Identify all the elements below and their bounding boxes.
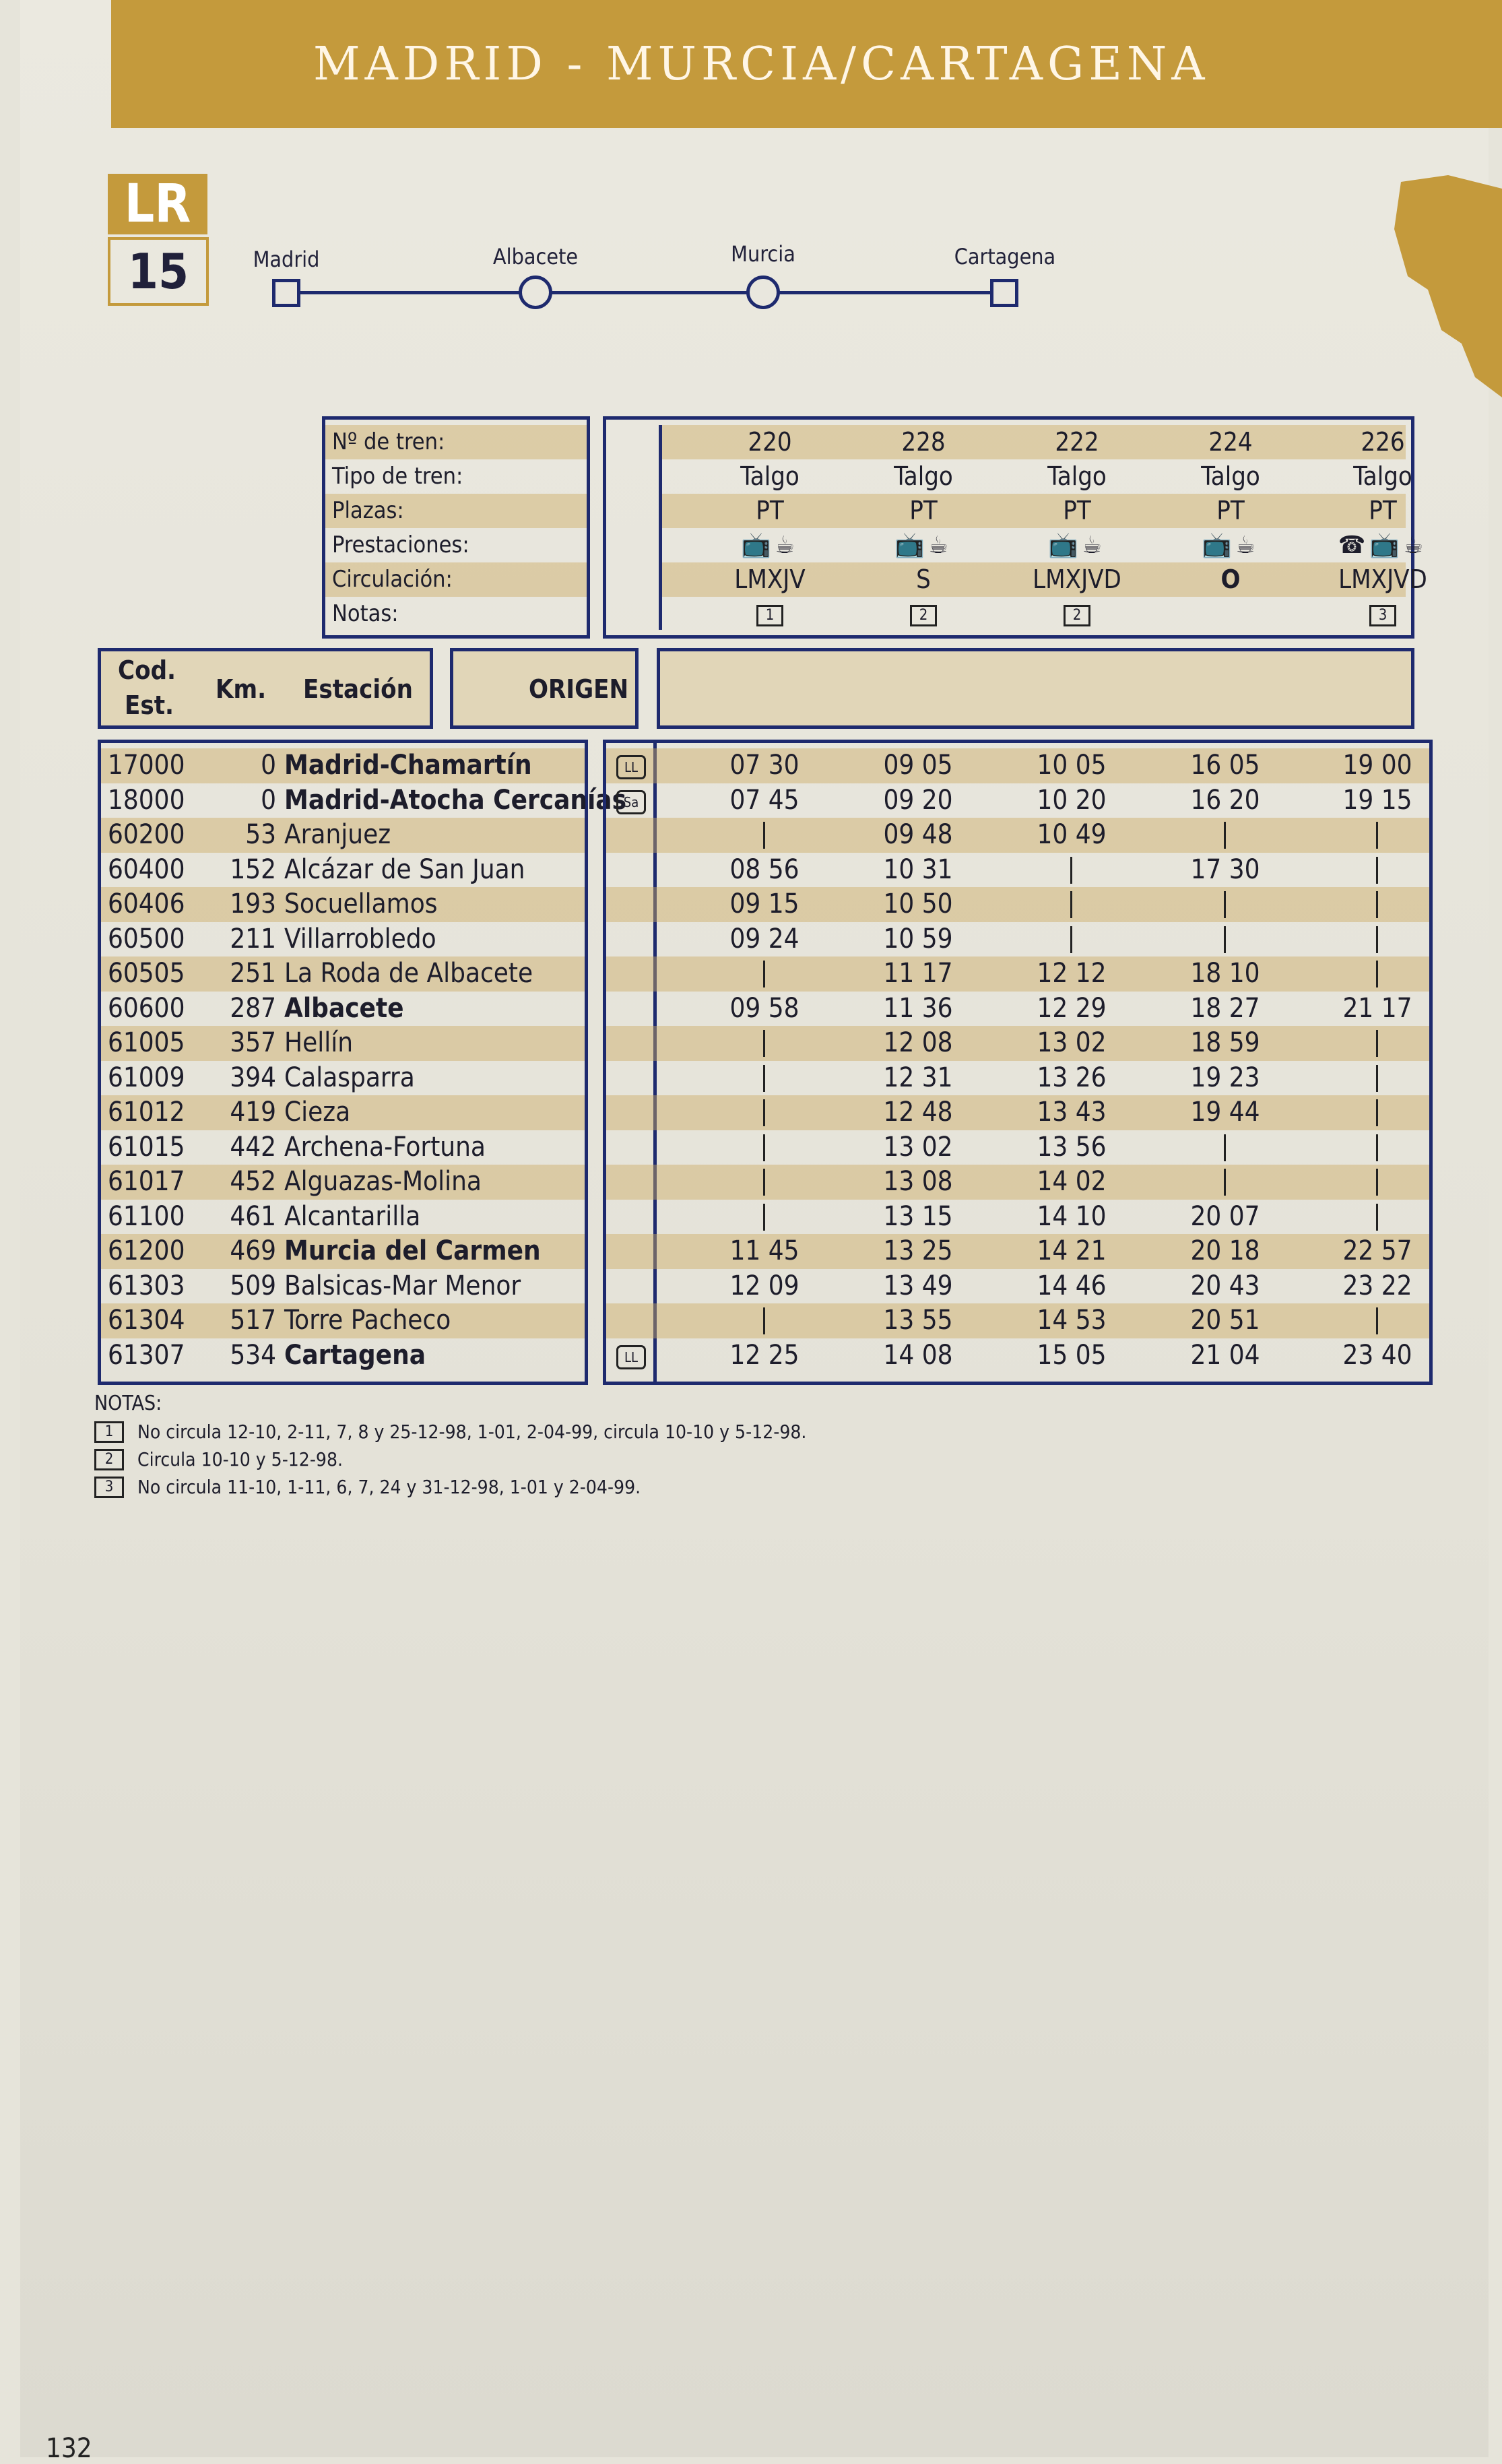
time-row xyxy=(606,748,1429,783)
train-circulation: LMXJV xyxy=(734,564,806,594)
passes-without-stop xyxy=(763,1204,765,1231)
station-code: 61100 xyxy=(108,1200,185,1232)
train-services xyxy=(703,528,837,562)
station-code: 60406 xyxy=(108,888,185,919)
station-code: 61015 xyxy=(108,1131,185,1163)
station-km: 419 xyxy=(230,1097,276,1128)
note-number: 1 xyxy=(94,1421,124,1443)
departure-time: 11 36 xyxy=(883,992,953,1024)
departure-time: 13 55 xyxy=(883,1305,953,1336)
station-name: La Roda de Albacete xyxy=(284,958,533,989)
note-number: 1 xyxy=(756,605,783,626)
route-stop-label-murcia: Murcia xyxy=(731,241,795,267)
time-row xyxy=(606,783,1429,818)
passes-without-stop xyxy=(1376,1065,1378,1092)
departure-time: 12 31 xyxy=(883,1062,953,1093)
notes-section xyxy=(94,1392,806,1498)
origin-mark: LL xyxy=(616,755,646,779)
note-number: 3 xyxy=(94,1477,124,1498)
passes-without-stop xyxy=(1376,1169,1378,1196)
departure-time: 19 00 xyxy=(1342,750,1412,781)
station-code: 61012 xyxy=(108,1097,185,1128)
time-row xyxy=(606,1026,1429,1061)
header-origin: ORIGEN xyxy=(529,674,629,704)
departure-time: 07 30 xyxy=(729,750,799,781)
station-km: 461 xyxy=(230,1200,276,1232)
departure-time: 18 10 xyxy=(1190,958,1260,989)
route-stop-cartagena-icon xyxy=(990,279,1018,307)
station-code: 60505 xyxy=(108,958,185,989)
route-stop-label-cartagena: Cartagena xyxy=(954,244,1056,269)
station-code: 61200 xyxy=(108,1235,185,1266)
departure-time: 14 46 xyxy=(1037,1270,1107,1301)
departure-time: 20 43 xyxy=(1190,1270,1260,1301)
train-number: 228 xyxy=(901,427,946,457)
station-name: Torre Pacheco xyxy=(284,1305,451,1336)
departure-time: 20 18 xyxy=(1190,1235,1260,1266)
station-km: 452 xyxy=(230,1166,276,1197)
departure-time: 10 05 xyxy=(1037,750,1107,781)
station-km: 0 xyxy=(261,784,276,816)
station-column-header xyxy=(98,648,433,729)
passes-without-stop xyxy=(1224,822,1226,849)
station-km: 534 xyxy=(230,1339,276,1371)
station-km: 251 xyxy=(230,958,276,989)
train-circulation: O xyxy=(1220,564,1241,594)
note-number: 3 xyxy=(1369,605,1396,626)
train-services xyxy=(856,528,991,562)
label-seats: Plazas: xyxy=(332,497,404,524)
header-station: Estación xyxy=(303,674,413,704)
note-item xyxy=(94,1476,806,1498)
departure-time: 23 40 xyxy=(1342,1339,1412,1371)
label-train-type: Tipo de tren: xyxy=(332,463,463,490)
station-km: 357 xyxy=(230,1027,276,1058)
train-seats: PT xyxy=(1369,496,1397,525)
departure-time: 18 27 xyxy=(1190,992,1260,1024)
departure-time: 09 15 xyxy=(729,888,799,919)
station-list xyxy=(98,740,627,1385)
departure-time: 13 08 xyxy=(883,1166,953,1197)
departure-time: 12 08 xyxy=(883,1027,953,1058)
cafe-icon: ☕ xyxy=(1082,531,1106,559)
note-text: Circula 10-10 y 5-12-98. xyxy=(137,1448,343,1470)
departure-time: 13 26 xyxy=(1037,1062,1107,1093)
label-services: Prestaciones: xyxy=(332,531,469,558)
passes-without-stop xyxy=(1376,857,1378,884)
header-code-line2: Est. xyxy=(125,690,174,720)
departure-time: 09 58 xyxy=(729,992,799,1024)
departure-time: 19 44 xyxy=(1190,1097,1260,1128)
train-type: Talgo xyxy=(740,461,799,491)
banner-title: MADRID - MURCIA/CARTAGENA xyxy=(313,37,1210,91)
passes-without-stop xyxy=(763,1065,765,1092)
passes-without-stop xyxy=(1070,926,1072,953)
line-badge-top: LR xyxy=(108,174,207,234)
train-type: Talgo xyxy=(1047,461,1107,491)
station-row xyxy=(101,748,585,783)
departure-time: 12 25 xyxy=(729,1339,799,1371)
time-row xyxy=(606,1165,1429,1200)
station-row xyxy=(101,922,585,957)
train-circulation: S xyxy=(916,564,931,594)
passes-without-stop xyxy=(763,822,765,849)
station-row xyxy=(101,853,585,888)
departure-time: 22 57 xyxy=(1342,1235,1412,1266)
station-code: 61005 xyxy=(108,1027,185,1058)
train-services xyxy=(1315,528,1450,562)
origin-mark: Sa xyxy=(616,790,646,814)
tv-icon: 📺 xyxy=(894,531,929,559)
station-km: 53 xyxy=(245,819,276,850)
origin-mark: LL xyxy=(616,1345,646,1369)
departure-time: 19 15 xyxy=(1342,784,1412,816)
note-item xyxy=(94,1421,806,1443)
train-note xyxy=(1010,597,1144,631)
train-note xyxy=(703,597,837,631)
station-row xyxy=(101,957,585,992)
passes-without-stop xyxy=(763,1307,765,1334)
train-type: Talgo xyxy=(894,461,953,491)
time-row xyxy=(606,887,1429,922)
departure-time: 09 24 xyxy=(729,923,799,954)
origin-column-header xyxy=(450,648,639,729)
station-km: 193 xyxy=(230,888,276,919)
station-code: 61303 xyxy=(108,1270,185,1301)
station-code: 60200 xyxy=(108,819,185,850)
tv-icon: 📺 xyxy=(1369,531,1404,559)
departure-time: 15 05 xyxy=(1037,1339,1107,1371)
station-row xyxy=(101,1200,585,1235)
station-name: Albacete xyxy=(284,992,404,1024)
spain-map-icon xyxy=(1387,175,1502,397)
station-km: 442 xyxy=(230,1131,276,1163)
time-row xyxy=(606,1095,1429,1130)
station-km: 287 xyxy=(230,992,276,1024)
train-number: 226 xyxy=(1361,427,1405,457)
passes-without-stop xyxy=(1376,1099,1378,1126)
departure-time: 12 29 xyxy=(1037,992,1107,1024)
station-row xyxy=(101,1095,585,1130)
departure-time: 23 22 xyxy=(1342,1270,1412,1301)
train-seats: PT xyxy=(1063,496,1091,525)
train-note xyxy=(1315,597,1450,631)
time-row xyxy=(606,818,1429,853)
route-stop-label-madrid: Madrid xyxy=(253,247,320,272)
tv-icon: 📺 xyxy=(1202,531,1236,559)
tv-icon: 📺 xyxy=(741,531,775,559)
cafe-icon: ☕ xyxy=(1404,531,1428,559)
station-row xyxy=(101,1026,585,1061)
note-item xyxy=(94,1448,806,1470)
times-column-header xyxy=(657,648,1414,729)
station-name: Alcázar de San Juan xyxy=(284,853,525,885)
station-row xyxy=(101,1130,585,1165)
passes-without-stop xyxy=(1376,1204,1378,1231)
departure-time: 13 43 xyxy=(1037,1097,1107,1128)
station-km: 509 xyxy=(230,1270,276,1301)
departure-time: 14 08 xyxy=(883,1339,953,1371)
route-line xyxy=(286,291,1004,294)
departure-time: 09 05 xyxy=(883,750,953,781)
station-name: Alcantarilla xyxy=(284,1200,421,1232)
passes-without-stop xyxy=(1224,891,1226,918)
time-row xyxy=(606,1234,1429,1269)
departure-time: 11 45 xyxy=(729,1235,799,1266)
time-row xyxy=(606,1269,1429,1304)
cafe-icon: ☕ xyxy=(1235,531,1260,559)
station-row xyxy=(101,1061,585,1096)
train-number: 224 xyxy=(1208,427,1253,457)
train-circulation: LMXJVD xyxy=(1338,564,1427,594)
time-row xyxy=(606,1303,1429,1338)
station-name: Cieza xyxy=(284,1097,351,1128)
label-circulation: Circulación: xyxy=(332,566,453,593)
station-row xyxy=(101,1234,585,1269)
passes-without-stop xyxy=(1070,891,1072,918)
station-name: Cartagena xyxy=(284,1339,426,1371)
departure-time: 11 17 xyxy=(883,958,953,989)
departure-time: 07 45 xyxy=(729,784,799,816)
departure-time: 13 02 xyxy=(1037,1027,1107,1058)
departure-time: 21 17 xyxy=(1342,992,1412,1024)
departure-time: 14 53 xyxy=(1037,1305,1107,1336)
departure-time: 12 09 xyxy=(729,1270,799,1301)
header-code-line1: Cod. xyxy=(118,655,176,685)
station-name: Socuellamos xyxy=(284,888,438,919)
passes-without-stop xyxy=(1224,1134,1226,1161)
station-name: Aranjuez xyxy=(284,819,391,850)
header-km: Km. xyxy=(216,674,267,704)
note-text: No circula 11-10, 1-11, 6, 7, 24 y 31-12-98, 1-01 y 2-04-99. xyxy=(137,1476,641,1498)
label-notes: Notas: xyxy=(332,600,399,627)
train-type: Talgo xyxy=(1201,461,1260,491)
time-row xyxy=(606,1200,1429,1235)
departure-time: 09 20 xyxy=(883,784,953,816)
station-row xyxy=(101,1303,585,1338)
departure-time: 10 20 xyxy=(1037,784,1107,816)
station-km: 0 xyxy=(261,750,276,781)
note-number: 2 xyxy=(94,1449,124,1470)
passes-without-stop xyxy=(1070,857,1072,884)
train-type: Talgo xyxy=(1353,461,1412,491)
time-row xyxy=(606,992,1429,1027)
station-code: 61017 xyxy=(108,1166,185,1197)
station-row xyxy=(101,1165,585,1200)
station-code: 61307 xyxy=(108,1339,185,1371)
train-seats: PT xyxy=(756,496,784,525)
train-number: 220 xyxy=(748,427,792,457)
departure-time: 08 56 xyxy=(729,853,799,885)
departure-time: 16 05 xyxy=(1190,750,1260,781)
departure-time: 12 12 xyxy=(1037,958,1107,989)
passes-without-stop xyxy=(1376,961,1378,987)
departure-time: 14 10 xyxy=(1037,1200,1107,1232)
station-name: Madrid-Atocha Cercanías xyxy=(284,784,627,816)
station-name: Hellín xyxy=(284,1027,354,1058)
station-name: Murcia del Carmen xyxy=(284,1235,541,1266)
departure-time: 13 02 xyxy=(883,1131,953,1163)
departure-time: 13 49 xyxy=(883,1270,953,1301)
departure-time: 20 07 xyxy=(1190,1200,1260,1232)
passes-without-stop xyxy=(763,1134,765,1161)
passes-without-stop xyxy=(1376,891,1378,918)
station-km: 211 xyxy=(230,923,276,954)
station-code: 60400 xyxy=(108,853,185,885)
train-note xyxy=(856,597,991,631)
departure-time: 20 51 xyxy=(1190,1305,1260,1336)
passes-without-stop xyxy=(763,961,765,987)
departure-time: 18 59 xyxy=(1190,1027,1260,1058)
station-km: 152 xyxy=(230,853,276,885)
departure-time: 13 15 xyxy=(883,1200,953,1232)
route-stop-label-albacete: Albacete xyxy=(492,244,579,269)
station-code: 18000 xyxy=(108,784,185,816)
departure-time: 10 59 xyxy=(883,923,953,954)
train-seats: PT xyxy=(909,496,938,525)
station-km: 394 xyxy=(230,1062,276,1093)
passes-without-stop xyxy=(1376,926,1378,953)
train-info-grid xyxy=(659,425,1428,630)
passes-without-stop xyxy=(763,1169,765,1196)
passes-without-stop xyxy=(1376,1134,1378,1161)
passes-without-stop xyxy=(1376,822,1378,849)
title-banner xyxy=(111,0,1502,128)
station-name: Calasparra xyxy=(284,1062,415,1093)
passes-without-stop xyxy=(1224,926,1226,953)
page-number: 132 xyxy=(46,2433,92,2464)
station-row xyxy=(101,992,585,1027)
passes-without-stop xyxy=(763,1099,765,1126)
station-row xyxy=(101,1269,585,1304)
time-row xyxy=(606,957,1429,992)
time-row xyxy=(606,1061,1429,1096)
departure-time: 10 31 xyxy=(883,853,953,885)
line-badge-number: 15 xyxy=(108,237,209,306)
train-circulation: LMXJVD xyxy=(1033,564,1121,594)
station-code: 60500 xyxy=(108,923,185,954)
train-info-labels xyxy=(322,416,590,639)
notes-title: NOTAS: xyxy=(94,1392,162,1415)
station-name: Villarrobledo xyxy=(284,923,436,954)
time-row xyxy=(606,1130,1429,1165)
station-row xyxy=(101,887,585,922)
passes-without-stop xyxy=(1224,1169,1226,1196)
phone-icon: ☎ xyxy=(1338,531,1370,559)
route-stop-madrid-icon xyxy=(272,279,300,307)
station-name: Archena-Fortuna xyxy=(284,1131,486,1163)
departure-time: 17 30 xyxy=(1190,853,1260,885)
departure-time: 12 48 xyxy=(883,1097,953,1128)
station-row xyxy=(101,783,627,818)
train-info-values xyxy=(603,416,1428,639)
time-row xyxy=(606,1338,1429,1373)
cafe-icon: ☕ xyxy=(928,531,952,559)
station-row xyxy=(101,818,585,853)
passes-without-stop xyxy=(763,1030,765,1057)
departure-time: 13 25 xyxy=(883,1235,953,1266)
train-number: 222 xyxy=(1055,427,1099,457)
station-name: Madrid-Chamartín xyxy=(284,750,532,781)
station-code: 60600 xyxy=(108,992,185,1024)
cafe-icon: ☕ xyxy=(775,531,799,559)
station-code: 17000 xyxy=(108,750,185,781)
station-code: 61009 xyxy=(108,1062,185,1093)
note-text: No circula 12-10, 2-11, 7, 8 y 25-12-98, 1-01, 2-04-99, circula 10-10 y 5-12-98. xyxy=(137,1421,807,1443)
station-row xyxy=(101,1338,585,1373)
departure-time: 14 02 xyxy=(1037,1166,1107,1197)
station-km: 517 xyxy=(230,1305,276,1336)
route-stop-murcia-icon xyxy=(746,275,780,309)
train-services xyxy=(1010,528,1144,562)
departure-time: 21 04 xyxy=(1190,1339,1260,1371)
timetable-grid xyxy=(603,740,1433,1385)
label-train-number: Nº de tren: xyxy=(332,428,445,455)
station-km: 469 xyxy=(230,1235,276,1266)
station-code: 61304 xyxy=(108,1305,185,1336)
departure-time: 14 21 xyxy=(1037,1235,1107,1266)
time-row xyxy=(606,922,1429,957)
passes-without-stop xyxy=(1376,1030,1378,1057)
train-seats: PT xyxy=(1216,496,1245,525)
station-name: Alguazas-Molina xyxy=(284,1166,482,1197)
note-number: 2 xyxy=(1064,605,1090,626)
time-row xyxy=(606,853,1429,888)
passes-without-stop xyxy=(1376,1307,1378,1334)
route-stop-albacete-icon xyxy=(519,275,552,309)
departure-time: 13 56 xyxy=(1037,1131,1107,1163)
station-name: Balsicas-Mar Menor xyxy=(284,1270,521,1301)
departure-time: 10 50 xyxy=(883,888,953,919)
tv-icon: 📺 xyxy=(1048,531,1082,559)
departure-time: 09 48 xyxy=(883,819,953,850)
departure-time: 10 49 xyxy=(1037,819,1107,850)
departure-time: 16 20 xyxy=(1190,784,1260,816)
note-number: 2 xyxy=(910,605,937,626)
departure-time: 19 23 xyxy=(1190,1062,1260,1093)
train-services xyxy=(1163,528,1298,562)
